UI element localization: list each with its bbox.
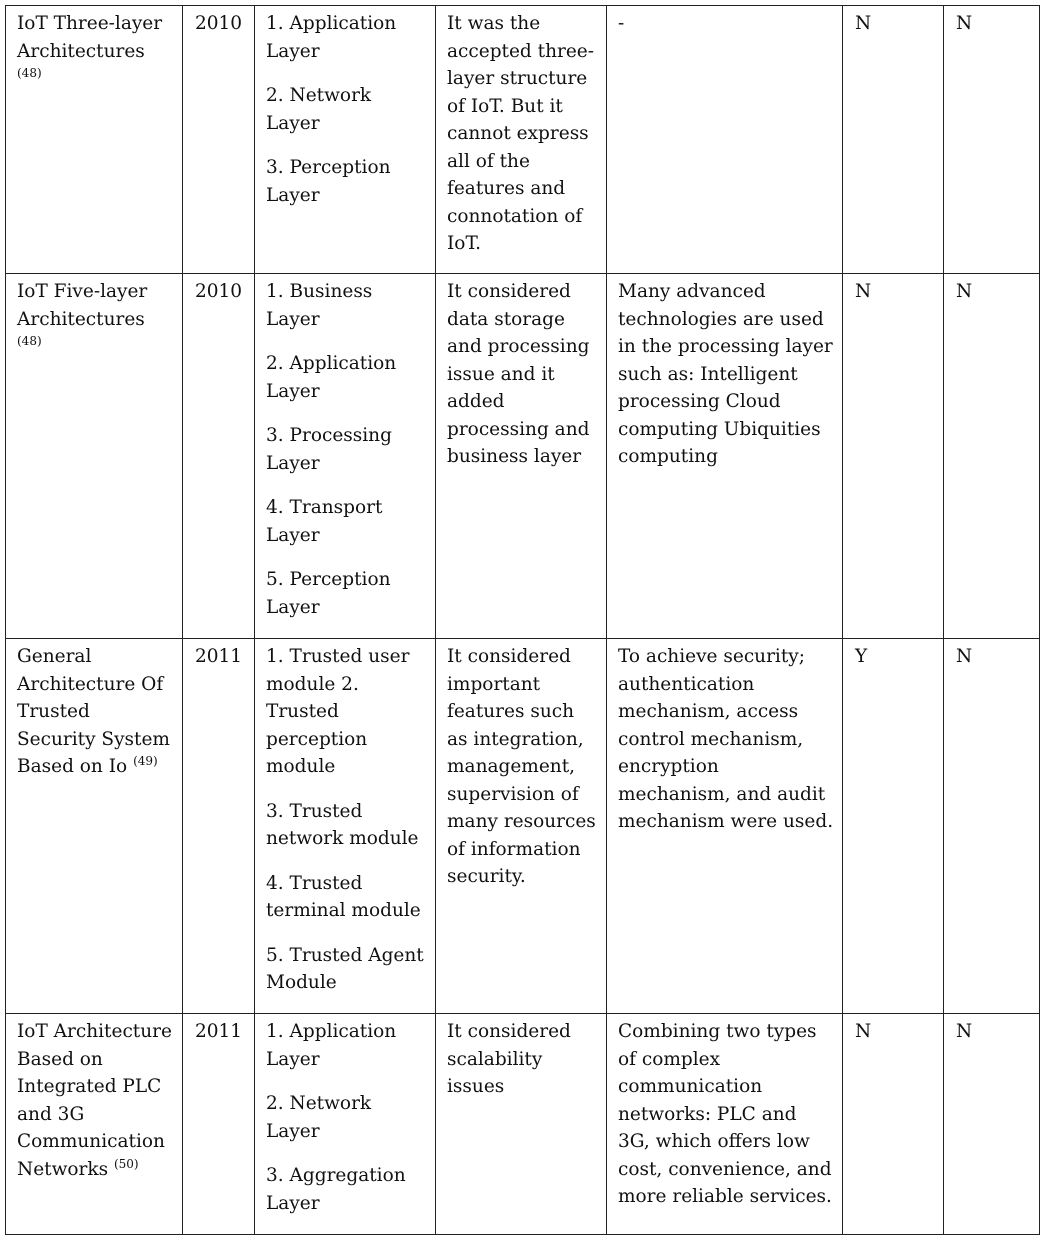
flag-cell: N bbox=[944, 1014, 1040, 1235]
flag-cell: N bbox=[944, 6, 1040, 274]
layer-item: 3. Processing Layer bbox=[266, 425, 392, 474]
year-cell: 2010 bbox=[183, 6, 255, 274]
table-row bbox=[6, 639, 1040, 1014]
flag-cell: N bbox=[944, 274, 1040, 639]
flag-cell: N bbox=[843, 6, 944, 274]
architecture-name: General Architecture Of Trusted Security System Based on Io bbox=[17, 646, 170, 777]
technologies-cell: Many advanced technologies are used in the processing layer such as: Intelligent processing Cloud computing Ubiquities computing bbox=[607, 274, 843, 639]
layer-item: 3. Aggregation Layer bbox=[266, 1165, 406, 1214]
technologies-cell: Combining two types of complex communication networks: PLC and 3G, which offers low cost, convenience, and more reliable services. bbox=[607, 1014, 843, 1235]
architecture-name: IoT Three-layer Architectures bbox=[17, 13, 163, 62]
architecture-name-cell bbox=[6, 274, 183, 639]
layer-item: 5. Trusted Agent Module bbox=[266, 944, 424, 993]
year-cell: 2011 bbox=[183, 639, 255, 1014]
table-row bbox=[6, 274, 1040, 639]
flag-cell: Y bbox=[843, 639, 944, 1014]
layer-item: 3. Perception Layer bbox=[266, 157, 391, 206]
architecture-comparison-table bbox=[5, 5, 1040, 1235]
description-cell: It considered important features such as integration, management, supervision of many resources of information security. bbox=[436, 639, 607, 1014]
architecture-name: IoT Architecture Based on Integrated PLC and 3G Communication Networks bbox=[17, 1021, 172, 1180]
architecture-name: IoT Five-layer Architectures bbox=[17, 281, 148, 330]
layers-cell bbox=[255, 6, 436, 274]
flag-cell: N bbox=[843, 274, 944, 639]
description-cell: It considered data storage and processing issue and it added processing and business layer bbox=[436, 274, 607, 639]
layer-item: 1. Application Layer bbox=[266, 1021, 397, 1070]
layer-item: 2. Network Layer bbox=[266, 85, 372, 134]
table-row bbox=[6, 6, 1040, 274]
technologies-cell: - bbox=[607, 6, 843, 274]
layer-item: 1. Trusted user module 2. Trusted perception module bbox=[266, 646, 410, 777]
layer-item: 1. Application Layer bbox=[266, 13, 397, 62]
flag-cell: N bbox=[843, 1014, 944, 1235]
year-cell: 2011 bbox=[183, 1014, 255, 1235]
description-cell: It considered scalability issues bbox=[436, 1014, 607, 1235]
layer-item: 3. Trusted network module bbox=[266, 800, 419, 849]
layers-cell bbox=[255, 639, 436, 1014]
reference-number: (49) bbox=[133, 753, 158, 768]
layer-item: 2. Application Layer bbox=[266, 353, 397, 402]
reference-number: (50) bbox=[113, 1156, 139, 1171]
reference-number: (48) bbox=[17, 65, 42, 80]
table-body bbox=[6, 6, 1040, 1235]
technologies-cell: To achieve security; authentication mechanism, access control mechanism, encryption mechanism, and audit mechanism were used. bbox=[607, 639, 843, 1014]
layer-item: 1. Business Layer bbox=[266, 281, 373, 330]
year-cell: 2010 bbox=[183, 274, 255, 639]
layer-item: 4. Transport Layer bbox=[266, 497, 383, 546]
architecture-name-cell bbox=[6, 639, 183, 1014]
architecture-name-cell bbox=[6, 1014, 183, 1235]
reference-number: (48) bbox=[17, 333, 42, 348]
layer-item: 4. Trusted terminal module bbox=[266, 872, 421, 921]
layers-cell bbox=[255, 274, 436, 639]
layer-item: 2. Network Layer bbox=[266, 1093, 372, 1142]
description-cell: It was the accepted three-layer structure of IoT. But it cannot express all of the features and connotation of IoT. bbox=[436, 6, 607, 274]
flag-cell: N bbox=[944, 639, 1040, 1014]
table-row bbox=[6, 1014, 1040, 1235]
layer-item: 5. Perception Layer bbox=[266, 569, 391, 618]
architecture-name-cell bbox=[6, 6, 183, 274]
layers-cell bbox=[255, 1014, 436, 1235]
